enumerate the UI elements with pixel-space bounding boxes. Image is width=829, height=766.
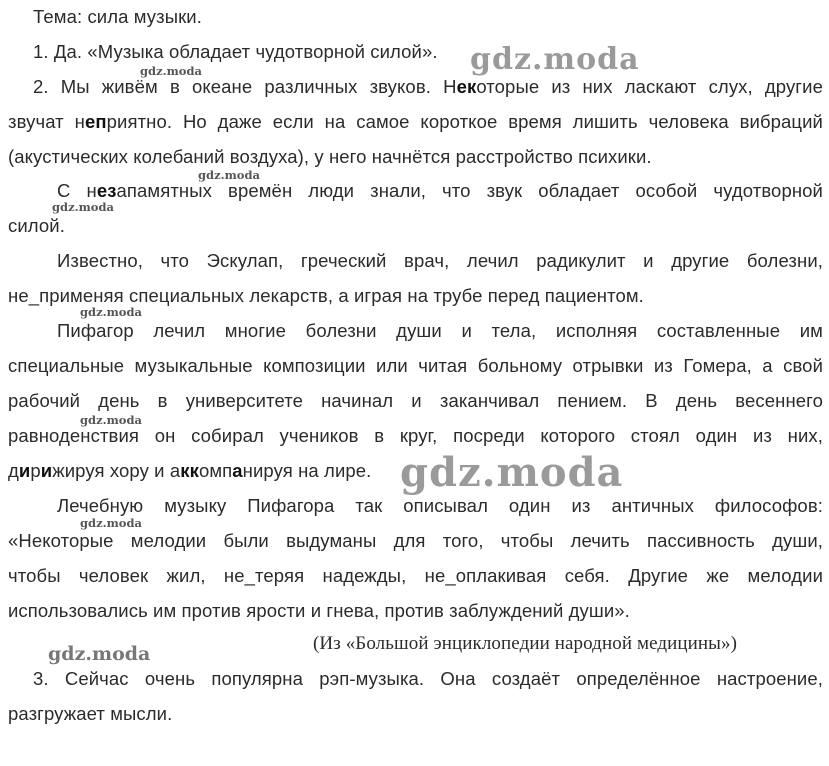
paragraph-5-line-1: Лечебную музыку Пифагора так описывал один из античных философов:: [57, 495, 823, 516]
watermark-small: gdz.moda: [80, 516, 142, 530]
paragraph-2-line-2: силой.: [8, 215, 65, 236]
paragraph-3-line-1: Известно, что Эскулап, греческий врач, лечил радикулит и другие болезни,: [57, 250, 823, 271]
watermark-medium: gdz.moda: [48, 643, 151, 665]
paragraph-5-line-3: чтобы человек жил, не_теряя надежды, не_оплакивая себя. Другие же мелодии: [8, 565, 823, 586]
answer-2-line-3: (акустических колебаний воздуха), у него начнётся расстройство психики.: [8, 146, 652, 167]
paragraph-2-line-1: С незапамятных времён люди знали, что звук обладает особой чудотворной: [57, 180, 823, 201]
paragraph-4-line-4: равноденствия он собирал учеников в круг, посреди которого стоял один из них,: [8, 425, 823, 446]
watermark-small: gdz.moda: [52, 200, 114, 214]
citation-source: (Из «Большой энциклопедии народной медицины»): [313, 633, 738, 654]
answer-2-line-2: звучат неприятно. Но даже если на самое короткое время лишить человека вибраций: [8, 111, 823, 132]
paragraph-4-line-1: Пифагор лечил многие болезни души и тела, исполняя составленные им: [57, 320, 823, 341]
watermark-small: gdz.moda: [80, 413, 142, 427]
answer-3-line-1: 3. Сейчас очень популярна рэп-музыка. Она создаёт определённое настроение,: [33, 668, 823, 689]
answer-2-line-1: 2. Мы живём в океане различных звуков. Некоторые из них ласкают слух, другие: [33, 76, 823, 97]
paragraph-4-line-5: дирижируя хору и аккомпанируя на лире.: [8, 460, 372, 481]
watermark-small: gdz.moda: [198, 168, 260, 182]
paragraph-4-line-2: специальные музыкальные композиции или читая больному отрывки из Гомера, а свой: [8, 355, 823, 376]
watermark-large: gdz.moda: [400, 449, 624, 496]
paragraph-3-line-2: не_применяя специальных лекарств, а играя на трубе перед пациентом.: [8, 285, 644, 306]
paragraph-4-line-3: рабочий день в университете начинал и заканчивал пением. В день весеннего: [8, 390, 823, 411]
answer-1-line: 1. Да. «Музыка обладает чудотворной силой».: [33, 41, 438, 62]
answer-3-line-2: разгружает мысли.: [8, 703, 173, 724]
watermark-small: gdz.moda: [80, 305, 142, 319]
watermark-large: gdz.moda: [470, 42, 640, 77]
topic-line: Тема: сила музыки.: [33, 6, 202, 27]
paragraph-5-line-2: «Некоторые мелодии были выдуманы для того, чтобы лечить пассивность души,: [8, 530, 823, 551]
watermark-small: gdz.moda: [140, 64, 202, 78]
paragraph-5-line-4: использовались им против ярости и гнева, против заблуждений души».: [8, 600, 630, 621]
